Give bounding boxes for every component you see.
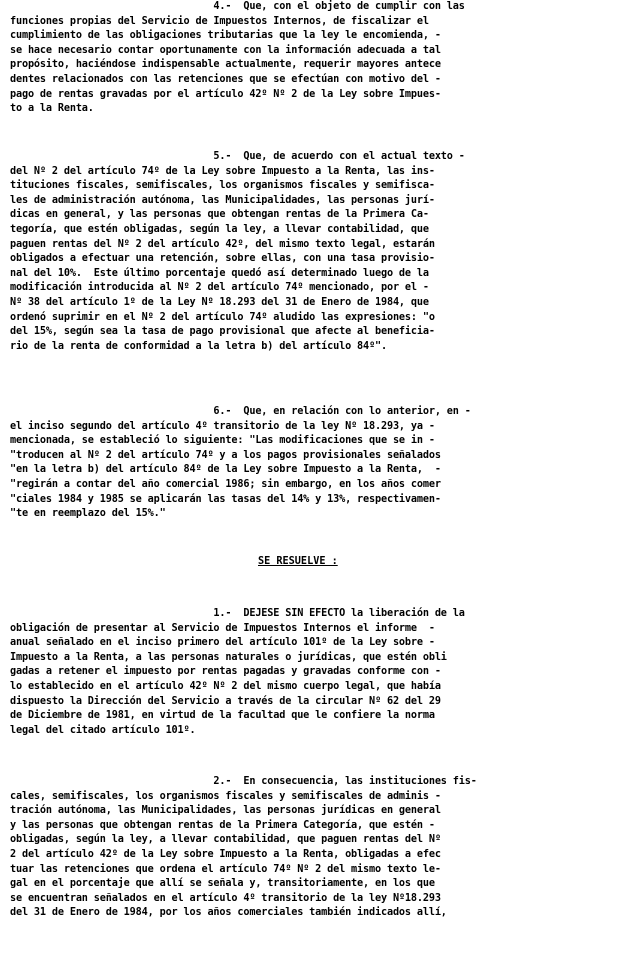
text-line: lo establecido en el artículo 42º Nº 2 del mismo cuerpo legal, que había [10,680,441,692]
text-line: funciones propias del Servicio de Impuestos Internos, de fiscalizar el [10,15,429,27]
text-line: 2 del artículo 42º de la Ley sobre Impuesto a la Renta, obligadas a efec [10,848,441,860]
resolution-item-2 [10,775,610,921]
text-line: "troducen al Nº 2 del artículo 74º y a los pagos provisionales señalados [10,449,441,461]
text-line: el inciso segundo del artículo 4º transitorio de la ley Nº 18.293, ya - [10,420,435,432]
text-line: 5.- Que, de acuerdo con el actual texto - [10,151,465,162]
text-line: legal del citado artículo 101º. [10,724,196,736]
text-line: anual señalado en el inciso primero del artículo 101º de la Ley sobre - [10,637,435,649]
text-line: tuar las retenciones que ordena el artículo 74º Nº 2 del mismo texto le- [10,863,441,875]
text-line: paguen rentas del Nº 2 del artículo 42º, del mismo texto legal, estarán [10,238,435,250]
text-line: Impuesto a la Renta, a las personas naturales o jurídicas, que estén obli [10,651,447,663]
text-line: tegoría, que estén obligadas, según la ley, a llevar contabilidad, que [10,223,429,235]
text-line: propósito, haciéndose indispensable actualmente, requerir mayores antece [10,59,441,71]
paragraph-5 [10,150,610,354]
text-line: "ciales 1984 y 1985 se aplicarán las tasas del 14% y 13%, respectivamen- [10,493,441,505]
text-line: y las personas que obtengan rentas de la Primera Categoría, que estén - [10,819,435,831]
text-line: gal en el porcentaje que allí se señala y, transitoriamente, en los que [10,878,435,890]
text-line: rio de la renta de conformidad a la letra b) del artículo 84º". [10,340,387,352]
resolution-item-1 [10,607,610,738]
text-line: nal del 10%. Este último porcentaje quedó así determinado luego de la [10,267,429,279]
text-line: modificación introducida al Nº 2 del artículo 74º mencionado, por el - [10,282,429,294]
text-line: obligación de presentar al Servicio de Impuestos Internos el informe - [10,622,435,634]
text-line: gadas a retener el impuesto por rentas pagadas y gravadas conforme con - [10,666,441,678]
text-line: obligados a efectuar una retención, sobre ellas, con una tasa provisio- [10,253,435,265]
text-line: 4.- Que, con el objeto de cumplir con las [10,1,465,12]
text-line: dentes relacionados con las retenciones que se efectúan con motivo del - [10,73,441,85]
text-line: 1.- DEJESE SIN EFECTO la liberación de la [10,608,465,619]
text-line: pago de rentas gravadas por el artículo 42º Nº 2 de la Ley sobre Impues- [10,88,441,100]
resolution-heading: SE RESUELVE : [258,556,338,567]
text-line: se encuentran señalados en el artículo 4º transitorio de la ley Nº18.293 [10,892,441,904]
text-line: de Diciembre de 1981, en virtud de la facultad que le confiere la norma [10,710,435,722]
paragraph-6 [10,405,610,522]
text-line: to a la Renta. [10,103,94,115]
text-line: mencionada, se estableció lo siguiente: "Las modificaciones que se in - [10,435,435,447]
text-line: ordenó suprimir en el Nº 2 del artículo 74º aludido las expresiones: "o [10,311,435,323]
text-line: "te en reemplazo del 15%." [10,508,166,520]
text-line: tración autónoma, las Municipalidades, las personas jurídicas en general [10,805,441,817]
text-line: 2.- En consecuencia, las instituciones fis- [10,776,477,787]
text-line: del Nº 2 del artículo 74º de la Ley sobre Impuesto a la Renta, las ins- [10,165,435,177]
text-line: se hace necesario contar oportunamente con la información adecuada a tal [10,44,441,56]
text-line: "en la letra b) del artículo 84º de la Ley sobre Impuesto a la Renta, - [10,464,441,476]
text-line: les de administración autónoma, las Municipalidades, las personas jurí- [10,194,435,206]
text-line: del 31 de Enero de 1984, por los años comerciales también indicados allí, [10,907,447,919]
text-line: cales, semifiscales, los organismos fiscales y semifiscales de adminis - [10,790,441,802]
text-line: dispuesto la Dirección del Servicio a través de la circular Nº 62 del 29 [10,695,441,707]
text-line: 6.- Que, en relación con lo anterior, en - [10,406,471,417]
text-line: del 15%, según sea la tasa de pago provisional que afecte al beneficia- [10,326,435,338]
text-line: Nº 38 del artículo 1º de la Ley Nº 18.293 del 31 de Enero de 1984, que [10,296,429,308]
text-line: obligadas, según la ley, a llevar contabilidad, que paguen rentas del Nº [10,834,441,846]
paragraph-4 [10,0,610,117]
text-line: dicas en general, y las personas que obtengan rentas de la Primera Ca- [10,209,429,221]
text-line: "regirán a contar del año comercial 1986; sin embargo, en los años comer [10,478,441,490]
text-line: cumplimiento de las obligaciones tributarias que la ley le encomienda, - [10,30,441,42]
text-line: tituciones fiscales, semifiscales, los organismos fiscales y semifisca- [10,180,435,192]
